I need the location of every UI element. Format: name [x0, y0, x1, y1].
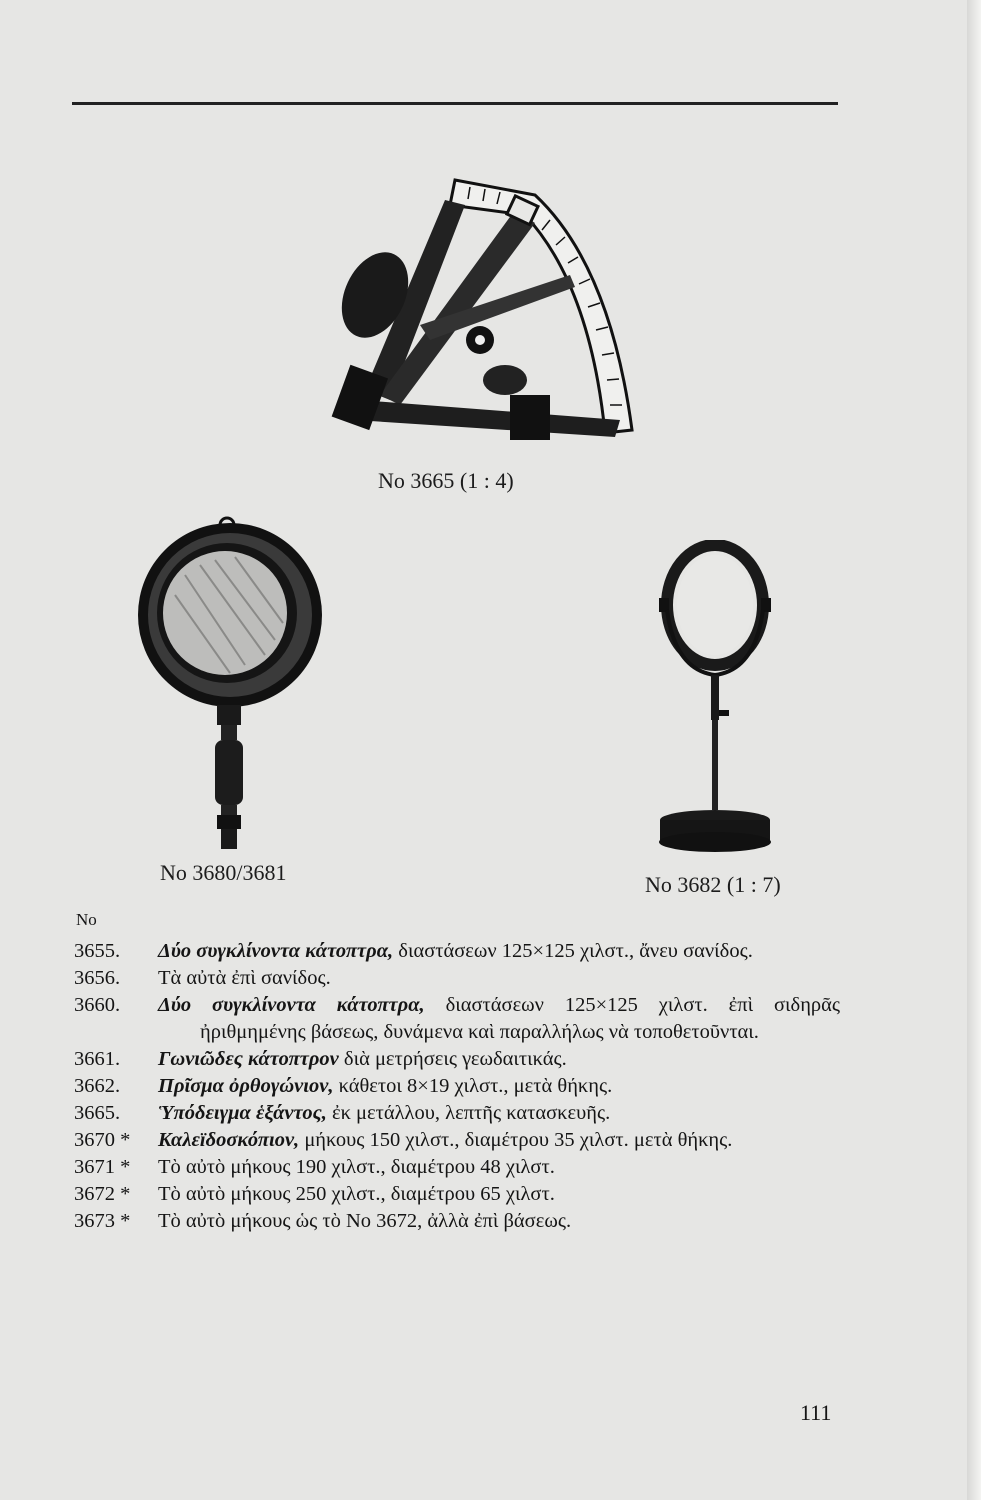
item-title: Καλεϊδοσκόπιον, [158, 1129, 300, 1151]
item-number: 3661. [74, 1048, 121, 1070]
list-item [74, 965, 840, 992]
sextant-caption: No 3665 (1 : 4) [378, 468, 514, 493]
list-item [74, 1100, 840, 1127]
stand-mirror-illustration [655, 540, 785, 860]
item-number: 3671 * [74, 1156, 131, 1178]
stand-mirror-caption: No 3682 (1 : 7) [645, 872, 781, 897]
item-number: 3656. [74, 967, 121, 989]
item-number: 3665. [74, 1102, 121, 1124]
item-description: διαστάσεων 125×125 χιλστ., ἄνευ σανίδος. [393, 940, 753, 962]
item-description: Τὸ αὐτὸ μήκους 250 χιλστ., διαμέτρου 65 χιλστ. [158, 1183, 555, 1205]
magnifier-caption: No 3680/3681 [160, 860, 287, 885]
item-title: Ὑπόδειγμα ἑξάντος, [158, 1102, 327, 1124]
magnifier-illustration [135, 515, 335, 860]
catalog-entries [74, 938, 840, 1235]
item-description: ἐκ μετάλλου, λεπτῆς κατασκευῆς. [326, 1102, 611, 1124]
sextant-illustration [320, 175, 640, 445]
item-description: Τὸ αὐτὸ μήκους 190 χιλστ., διαμέτρου 48 χιλστ. [158, 1156, 555, 1178]
item-description: Τὰ αὐτὰ ἐπὶ σανίδος. [158, 967, 331, 989]
item-number: 3655. [74, 940, 121, 962]
item-number: 3670 * [74, 1129, 131, 1151]
list-item [74, 938, 840, 965]
header-rule [72, 102, 838, 105]
list-item [74, 1073, 840, 1100]
item-description: Τὸ αὐτὸ μήκους ὡς τὸ Νο 3672, ἀλλὰ ἐπὶ βάσεως. [158, 1210, 572, 1232]
item-description: κάθετοι 8×19 χιλστ., μετὰ θήκης. [333, 1075, 613, 1097]
item-title: Πρῖσμα ὀρθογώνιον, [158, 1075, 334, 1097]
page-number: 111 [800, 1400, 832, 1425]
item-title: Δύο συγκλίνοντα κάτοπτρα, [158, 994, 425, 1016]
item-number: 3662. [74, 1075, 121, 1097]
item-title: Γωνιῶδες κάτοπτρον [158, 1048, 339, 1070]
list-item [74, 1046, 840, 1073]
page-edge [967, 0, 981, 1500]
list-item [74, 1181, 840, 1208]
item-description: διαστάσεων 125×125 χιλστ. ἐπὶ σιδηρᾶς ἠριθμημένης βάσεως, δυνάμενα καὶ παραλλήλως νὰ τοποθετοῦνται. [200, 994, 840, 1043]
item-title: Δύο συγκλίνοντα κάτοπτρα, [158, 940, 394, 962]
item-number: 3673 * [74, 1210, 131, 1232]
item-description: διὰ μετρήσεις γεωδαιτικάς. [338, 1048, 567, 1070]
item-number: 3660. [74, 994, 121, 1016]
list-item [74, 992, 840, 1046]
list-item [74, 1154, 840, 1181]
item-description: μήκους 150 χιλστ., διαμέτρου 35 χιλστ. μετὰ θήκης. [299, 1129, 733, 1151]
list-item [74, 1127, 840, 1154]
item-number: 3672 * [74, 1183, 131, 1205]
list-header: No [76, 910, 97, 929]
list-item [74, 1208, 840, 1235]
